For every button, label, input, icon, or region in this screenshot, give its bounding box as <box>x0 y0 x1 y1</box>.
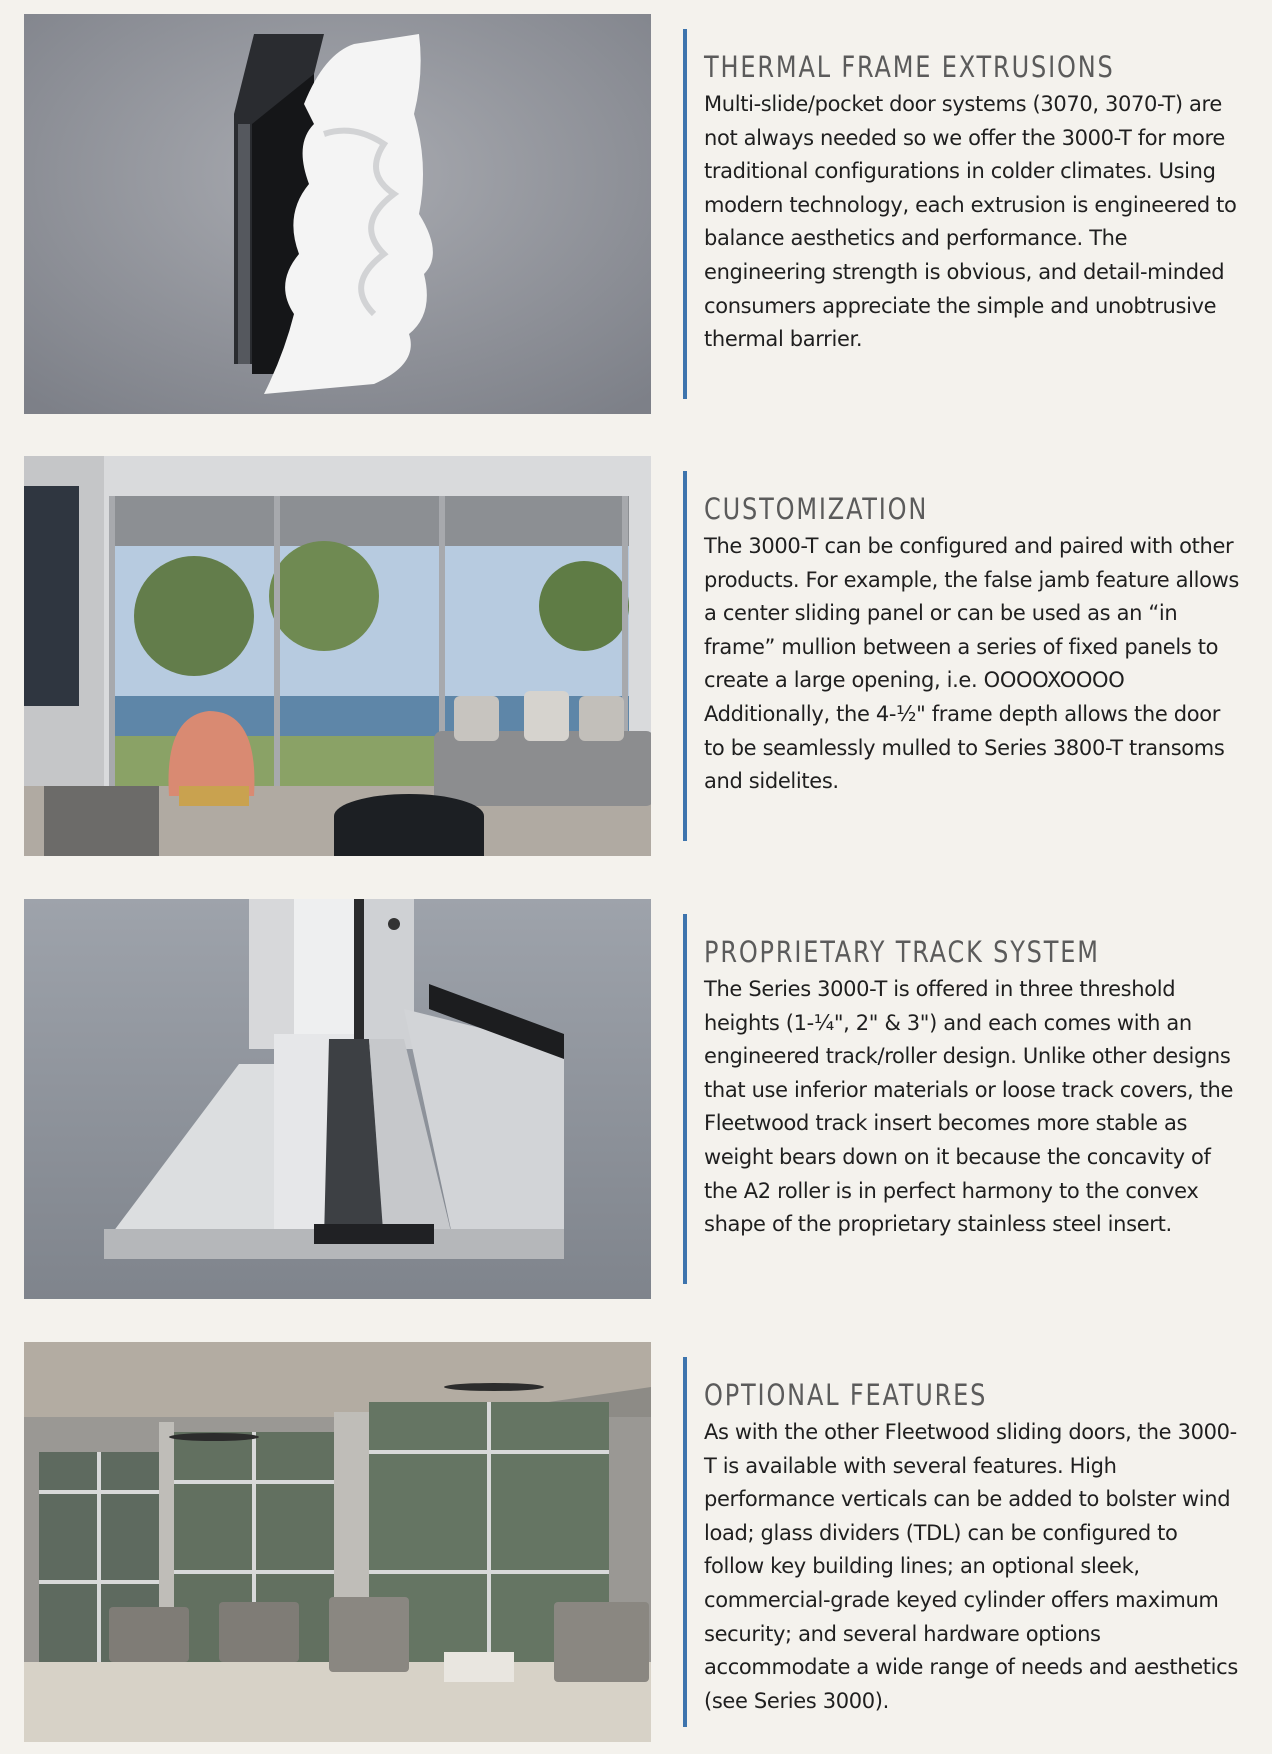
section-thermal-frame-extrusions <box>0 14 1272 414</box>
section-body: As with the other Fleetwood sliding doors, the 3000-T is available with several features. High performance verticals can be added to bolster wind load; glass dividers (TDL) can be configured to follow key building lines; an optional sleek, commercial-grade keyed cylinder offers maximum security; and several hardware options accommodate a wide range of needs and aesthetics (see Series 3000). <box>704 1420 1238 1713</box>
section-optional-features <box>0 1342 1272 1742</box>
section-body: Multi-slide/pocket door systems (3070, 3070-T) are not always needed so we offer the 3000-T for more traditional configurations in colder climates. Using modern technology, each extrusion is engineered to balance aesthetics and performance. The engineering strength is obvious, and detail-minded consumers appreciate the simple and unobtrusive thermal barrier. <box>704 92 1237 352</box>
section-heading: PROPRIETARY TRACK SYSTEM <box>704 935 1100 969</box>
section-body: The 3000-T can be configured and paired with other products. For example, the false jamb feature allows a center sliding panel or can be used as an “in frame” mullion between a series of fixed panels to create a large opening, i.e. OOOOXOOOO Additionally, the 4-½" frame depth allows the door to be seamlessly mulled to Series 3800-T transoms and sidelites. <box>704 534 1240 794</box>
living-room-photo <box>24 456 651 856</box>
section-heading: CUSTOMIZATION <box>704 492 929 526</box>
section-heading: OPTIONAL FEATURES <box>704 1378 988 1412</box>
track-system-text <box>683 914 1243 1284</box>
section-heading: THERMAL FRAME EXTRUSIONS <box>704 50 1115 84</box>
section-customization <box>0 456 1272 856</box>
customization-text <box>683 471 1243 841</box>
thermal-extrusions-text <box>683 29 1243 399</box>
patio-photo <box>24 1342 651 1742</box>
section-proprietary-track-system <box>0 899 1272 1299</box>
section-body: The Series 3000-T is offered in three threshold heights (1-¼", 2" & 3") and each comes with an engineered track/roller design. Unlike other designs that use inferior materials or loose track covers, the Fleetwood track insert becomes more stable as weight bears down on it because the concavity of the A2 roller is in perfect harmony to the convex shape of the proprietary stainless steel insert. <box>704 977 1234 1237</box>
track-system-photo <box>24 899 651 1299</box>
thermal-extrusion-photo <box>24 14 651 414</box>
optional-features-text <box>683 1357 1243 1727</box>
